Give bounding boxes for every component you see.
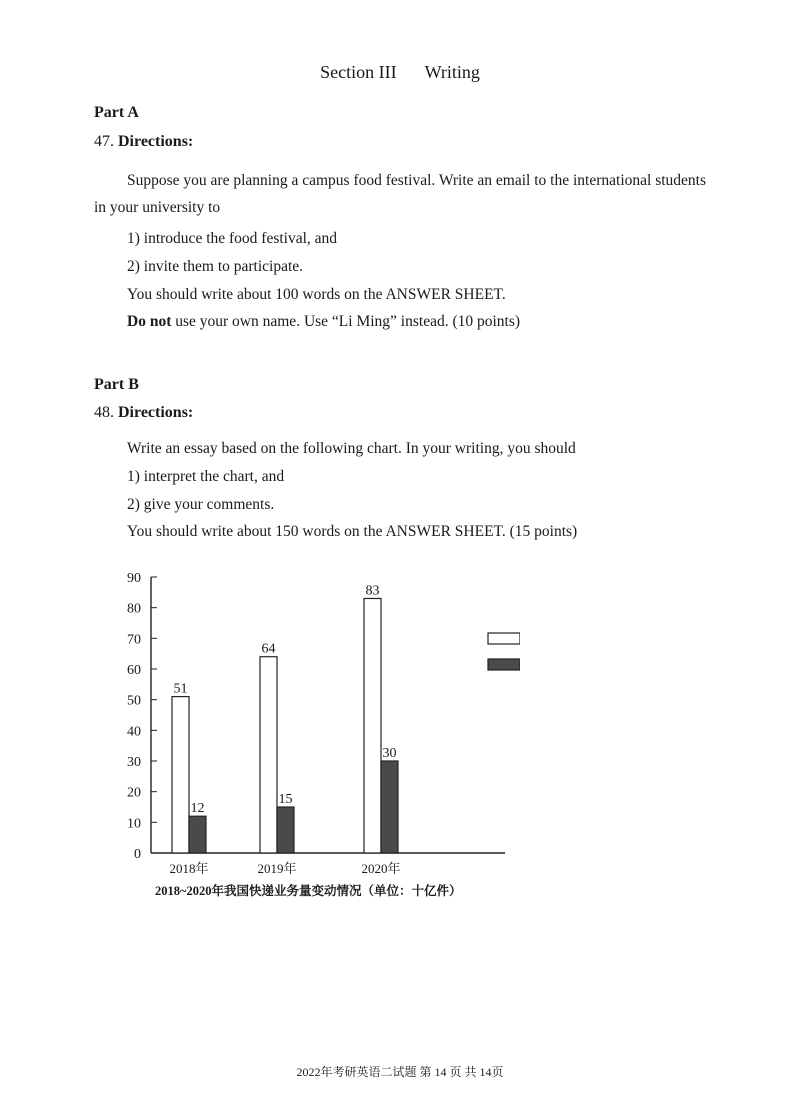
directions-label: Directions: <box>118 404 194 421</box>
data-label-overall: 64 <box>261 641 276 657</box>
bar-overall <box>260 657 277 853</box>
do-not-emphasis: Do not <box>127 313 172 330</box>
x-tick-label: 2019年 <box>257 861 297 876</box>
data-label-rural: 12 <box>190 801 205 817</box>
express-volume-chart <box>110 560 520 905</box>
part-b-heading: Part B <box>94 376 139 393</box>
bar-rural <box>277 807 294 853</box>
y-tick-label: 70 <box>127 632 141 648</box>
section-label: Section III <box>320 62 397 82</box>
y-tick-label: 0 <box>134 847 141 862</box>
y-tick-label: 30 <box>127 755 141 770</box>
part-a-name-note <box>127 313 520 331</box>
y-tick-label: 20 <box>127 785 141 801</box>
part-a-item-2: 2) invite them to participate. <box>127 258 304 275</box>
part-a-words-note: You should write about 100 words on the ANSWER SHEET. <box>127 286 506 303</box>
y-tick-label: 80 <box>127 601 141 617</box>
part-a-heading: Part A <box>94 104 139 121</box>
y-tick-label: 10 <box>127 816 141 832</box>
name-note-text: use your own name. Use “Li Ming” instead. (10 points) <box>171 313 521 330</box>
y-tick-label: 40 <box>127 724 141 740</box>
data-label-rural: 30 <box>382 746 397 761</box>
chart-svg <box>110 560 520 905</box>
question-48-heading <box>94 404 193 422</box>
part-a-item-1: 1) introduce the food festival, and <box>127 230 338 247</box>
part-b-words-note: You should write about 150 words on the ANSWER SHEET. (15 points) <box>127 523 578 540</box>
y-tick-label: 50 <box>127 693 141 709</box>
part-b-item-2: 2) give your comments. <box>127 496 275 513</box>
question-47-heading <box>94 133 193 151</box>
section-name: Writing <box>424 62 480 82</box>
part-a-prompt: Suppose you are planning a campus food festival. Write an email to the international students in your university to <box>94 172 706 216</box>
y-tick-label: 90 <box>127 571 141 586</box>
bar-overall <box>172 697 189 853</box>
question-number: 47. <box>94 133 114 150</box>
directions-label: Directions: <box>118 133 194 150</box>
chart-title: 2018~2020年我国快递业务量变动情况（单位：十亿件） <box>155 884 462 898</box>
x-tick-label: 2018年 <box>169 861 209 876</box>
data-label-overall: 83 <box>365 583 380 599</box>
y-tick-label: 60 <box>127 663 141 678</box>
x-tick-label: 2020年 <box>361 861 401 876</box>
page-footer: 2022年考研英语二试题 第 14 页 共 14页 <box>296 1065 504 1079</box>
bar-overall <box>364 598 381 853</box>
question-number: 48. <box>94 404 114 421</box>
data-label-rural: 15 <box>278 792 293 807</box>
data-label-overall: 51 <box>173 681 188 697</box>
part-b-item-1: 1) interpret the chart, and <box>127 468 285 485</box>
bar-rural <box>381 761 398 853</box>
legend-swatch-overall <box>488 633 520 644</box>
bar-rural <box>189 816 206 853</box>
part-b-line-1: Write an essay based on the following chart. In your writing, you should <box>127 440 576 457</box>
legend-swatch-rural <box>488 659 520 670</box>
section-title <box>0 62 800 83</box>
